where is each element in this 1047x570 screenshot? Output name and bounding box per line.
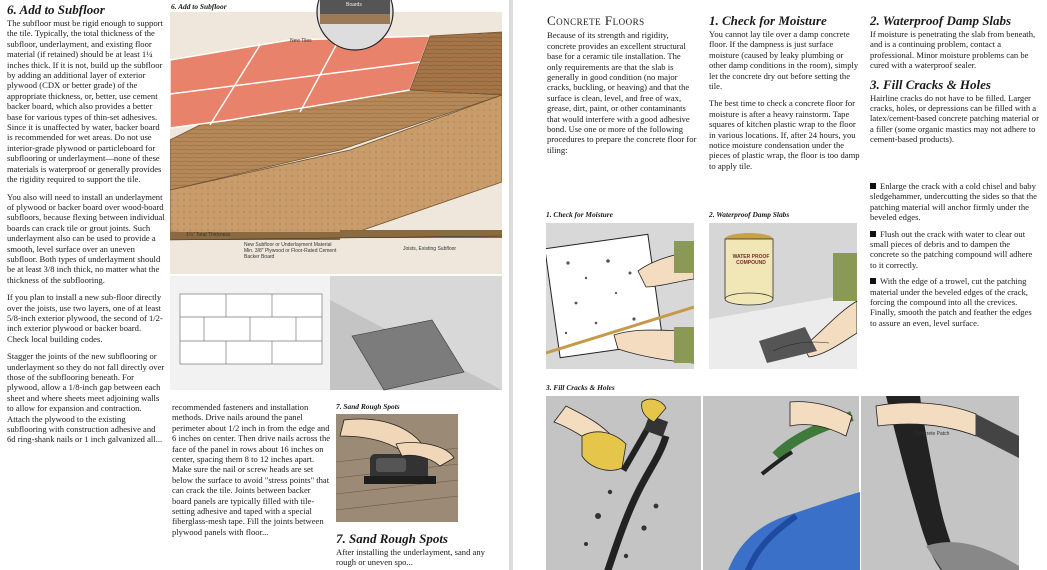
- moisture-figure: [546, 210, 694, 369]
- subfloor-paragraph-4: Stagger the joints of the new subflooring or underlayment so they do not fall directly over those of the subflooring beneath. For plywood, allow a 1/8-inch gap between each sheet and where sheets meet adjoining walls to allow for expansion and contraction. Attach the plywood to the existing subflooring with construction adhesive and 6d ring-shank nails or 1 inch galvanized all...: [7, 351, 165, 445]
- cracks-paragraph: Hairline cracks do not have to be filled. Larger cracks, holes, or depressions can be filled with a latex/cement-based concrete patching material or a filler (some organic mastics may not adhere to cement-based products).: [870, 92, 1039, 145]
- subfloor-illustration: [170, 0, 502, 392]
- concrete-section: [547, 13, 697, 162]
- cracks-bullet-3: With the edge of a trowel, cut the patching material under the beveled edges of the crack, forcing the compound into all the crevices. Finally, smooth the patch and feather the edges to assure an even, level surface.: [870, 276, 1032, 328]
- moisture-section: [709, 14, 861, 178]
- cracks-bullets: [870, 181, 1040, 334]
- label-total-thickness: 1¼" Total Thickness: [186, 232, 231, 238]
- sand-heading: 7. Sand Rough Spots: [336, 531, 448, 546]
- damp-illustration: [709, 223, 857, 369]
- fastener-text-column: [172, 402, 332, 544]
- label-new-tiles: New Tiles: [290, 38, 312, 44]
- subfloor-figure: [170, 0, 502, 392]
- bullet-square-icon: [870, 278, 876, 284]
- concrete-title: Concrete Floors: [547, 13, 645, 28]
- cracks-bullet-2: Flush out the crack with water to clear out small pieces of debris and to dampen the concrete so the patching compound will adhere to it correctly.: [870, 228, 1033, 270]
- concrete-paragraph: Because of its strength and rigidity, concrete provides an excellent structural base for a ceramic tile installation. The only requirements are that the slab is generally in good condition (no major cracks, buckling, or heaving) and that the surface is clean, level, and free of wax, grease, dirt, paint, or other contaminants that would interfere with a good adhesive bond. Use one or more of the following procedures to prepare the concrete floor for tiling:: [547, 30, 697, 155]
- sand-section: [336, 402, 502, 570]
- damp-heading: 2. Waterproof Damp Slabs: [870, 13, 1012, 28]
- right-page: [513, 0, 1047, 570]
- label-boards: Boards: [346, 2, 362, 8]
- moisture-heading: 1. Check for Moisture: [709, 13, 827, 28]
- subfloor-paragraph-1: The subfloor must be rigid enough to support the tile. Typically, the total thickness of the subfloor, underlayment, and existing floor material (if retained) should be at least 1¼ inches thick. If it is not, build up the subfloor by adding an additional layer of exterior plywood (CDX or better grade) of the appropriate thickness, or, better, use cement backer board, which also provides a better base for various types of thin-set adhesives. Since it is unaffected by water, backer board is recommended for wet areas. Do not use interior-grade plywood or particleboard for subflooring or underlayment—none of these materials is waterproof or generally provides the rigidity required to support the tile.: [7, 18, 163, 185]
- moisture-illustration: [546, 223, 694, 369]
- label-new-subfloor: New Subfloor or Underlayment Material Min. 3/8" Plywood or Floor-Rated Cement Backer Board: [244, 242, 337, 260]
- cracks-illustration: [546, 396, 1019, 570]
- sand-figure-caption: 7. Sand Rough Spots: [336, 402, 400, 411]
- subfloor-text-column: [7, 3, 165, 452]
- subfloor-paragraph-2: You also will need to install an underlayment of plywood or backer board over wood-board subfloors, because flexing between individual boards can crack tile or grout joints. Such underlayment also can be used to provide a smooth, level surface over an uneven subfloor. Both types of underlayment should be at least 3/8 inch thick, no matter what the thickness of the subflooring.: [7, 191, 165, 285]
- left-page: [0, 0, 509, 570]
- label-joists: Joists, Existing Subfloor: [403, 246, 457, 252]
- sand-paragraph: After installing the underlayment, sand any rough or uneven spo...: [336, 547, 485, 568]
- cracks-figure-caption: 3. Fill Cracks & Holes: [546, 383, 615, 392]
- damp-cracks-section: [870, 14, 1040, 150]
- fastener-paragraph: recommended fasteners and installation methods. Drive nails around the panel perimeter about 1/2 inch in from the edge and 6 inches on center. Then drive nails across the face of the panel in rows about 16 inches on center, spacing them 8 to 12 inches apart. Make sure the nail or screw heads are set below the surface to avoid "stress points" that can crack the tile. Joints between backer board panels are typically filled with tile-setting adhesive and taped with a special fiberglass-mesh tape. Fill the joints between plywood panels with floor...: [172, 402, 331, 537]
- cracks-heading: 3. Fill Cracks & Holes: [870, 76, 991, 92]
- cracks-figure: [546, 383, 1019, 570]
- sand-illustration: [336, 414, 458, 522]
- moisture-paragraph-1: You cannot lay tile over a damp concrete floor. If the dampness is just surface moisture (caused by leaky plumbing or other damp conditions in the room), simply let the concrete dry out before setting the tile.: [709, 29, 859, 92]
- label-concrete-patch: Concrete Patch: [915, 431, 950, 437]
- subfloor-paragraph-3: If you plan to install a new sub-floor directly over the joists, use two layers, one of at least 5/8-inch exterior plywood, the second of 1/2-inch exterior plywood or backer board. Check local building codes.: [7, 292, 163, 344]
- cracks-bullet-1: Enlarge the crack with a cold chisel and baby sledgehammer, undercutting the sides so that the patching material will anchor firmly under the beveled edges.: [870, 181, 1037, 223]
- moisture-paragraph-2: The best time to check a concrete floor for moisture is after a heavy rainstorm. Tape squares of kitchen plastic wrap to the floor in various locations. If, after 24 hours, you notice moisture condensation under the pieces of plastic wrap, the floor is too damp to apply tile.: [709, 98, 860, 171]
- damp-paragraph: If moisture is penetrating the slab from beneath, and is a continuing problem, contact a professional. Minor moisture problems can be cured with a waterproof sealer.: [870, 29, 1036, 71]
- bullet-square-icon: [870, 231, 876, 237]
- can-label: WATER PROOF COMPOUND: [732, 254, 770, 266]
- damp-figure-caption: 2. Waterproof Damp Slabs: [709, 210, 790, 219]
- subfloor-figure-caption: 6. Add to Subfloor: [171, 2, 227, 11]
- bullet-square-icon: [870, 183, 876, 189]
- damp-figure: [709, 210, 857, 369]
- moisture-figure-caption: 1. Check for Moisture: [546, 210, 613, 219]
- subfloor-heading: 6. Add to Subfloor: [7, 2, 105, 17]
